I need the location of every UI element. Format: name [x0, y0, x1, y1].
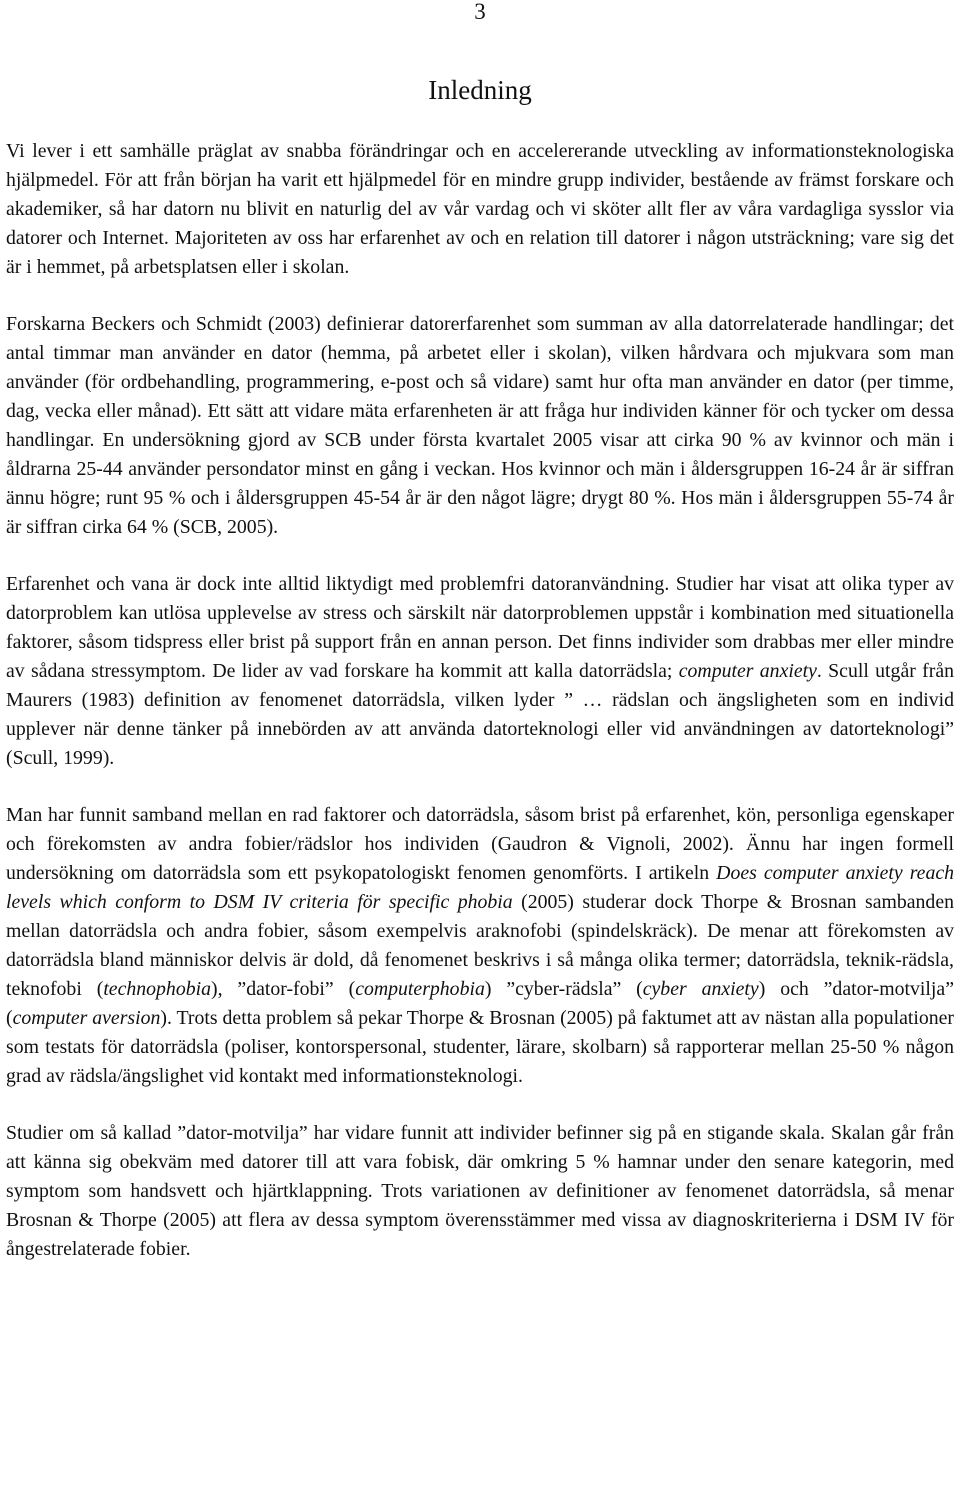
paragraph — [6, 1119, 954, 1264]
italic-text-segment: technophobia — [103, 978, 211, 1000]
text-segment: Erfarenhet och vana är dock inte alltid liktydigt med problemfri datoranvändning. Studier har visat att olika typer av datorproblem kan utlösa upplevelse av stress och särskilt när datorproblemen uppstår i kombination med situationella faktorer, såsom tidspress eller brist på support från en annan person. Det finns individer som drabbas mer eller mindre av sådana stressymptom. De lider av vad forskare ha kommit att kalla datorrädsla; — [6, 573, 954, 682]
body-text — [6, 137, 954, 1292]
paragraph — [6, 570, 954, 773]
text-segment: ) ”cyber-rädsla” ( — [484, 978, 643, 1000]
text-segment: ), ”dator-fobi” ( — [211, 978, 356, 1000]
italic-text-segment: Does computer anxiety reach levels which conform to DSM IV criteria för specific phobia — [6, 862, 954, 913]
text-segment: Forskarna Beckers och Schmidt (2003) definierar datorerfarenhet som summan av alla datorrelaterade handlingar; det antal timmar man använder en dator (hemma, på arbetet eller i skolan), vilken hårdvara och mjukvara som man använder (för ordbehandling, programmering, e-post och så vidare) samt hur ofta man använder en dator (per timme, dag, vecka eller månad). Ett sätt att vidare mäta erfarenheten är att fråga hur individen känner för och tycker om dessa handlingar. En undersökning gjord av SCB under första kvartalet 2005 visar att cirka 90 % av kvinnor och män i åldrarna 25-44 använder persondator minst en gång i veckan. Hos kvinnor och män i åldersgruppen 16-24 år är siffran ännu högre; runt 95 % och i åldersgruppen 45-54 år är den något lägre; drygt 80 %. Hos män i åldersgruppen 55-74 år är siffran cirka 64 % (SCB, 2005). — [6, 313, 954, 538]
italic-text-segment: computerphobia — [355, 978, 485, 1000]
section-heading: Inledning — [428, 75, 532, 105]
page-number: 3 — [474, 0, 486, 24]
text-segment: ) och ”dator-motvilja” ( — [6, 978, 954, 1029]
italic-text-segment: cyber anxiety — [642, 978, 759, 1000]
text-segment: Man har funnit samband mellan en rad faktorer och datorrädsla, såsom brist på erfarenhet, kön, personliga egenskaper och förekomsten av andra fobier/rädslor hos individen (Gaudron & Vignoli, 2002). Ännu har ingen formell undersökning om datorrädsla som ett psykopatologiskt fenomen genomförts. I artikeln — [6, 804, 954, 884]
text-segment: . Scull utgår från Maurers (1983) definition av fenomenet datorrädsla, vilken lyder ” … rädslan och ängsligheten som en individ upplever när denne tänker på innebörden av att använda datorteknologi eller vid användningen av datorteknologi” (Scull, 1999). — [6, 660, 954, 769]
text-segment: Vi lever i ett samhälle präglat av snabba förändringar och en accelererande utveckling av informationsteknologiska hjälpmedel. För att från början ha varit ett hjälpmedel för en mindre grupp individer, bestående av främst forskare och akademiker, så har datorn nu blivit en naturlig del av vår vardag och vi sköter allt fler av våra vardagliga sysslor via datorer och Internet. Majoriteten av oss har erfarenhet av och en relation till datorer i någon utsträckning; vare sig det är i hemmet, på arbetsplatsen eller i skolan. — [6, 140, 954, 278]
text-segment: ). Trots detta problem så pekar Thorpe & Brosnan (2005) på faktumet att av nästan alla populationer som testats för datorrädsla (poliser, kontorspersonal, studenter, lärare, skolbarn) så rapporterar mellan 25-50 % någon grad av rädsla/ängslighet vid kontakt med informationsteknologi. — [6, 1007, 954, 1087]
text-segment: (2005) studerar dock Thorpe & Brosnan sambanden mellan datorrädsla och andra fobier, såsom exempelvis araknofobi (spindelskräck). De menar att förekomsten av datorrädsla bland människor delvis är dold, då fenomenet beskrivs i så många olika termer; datorrädsla, teknik-rädsla, teknofobi ( — [6, 891, 954, 1000]
paragraph — [6, 310, 954, 542]
paragraph — [6, 801, 954, 1091]
text-segment: Studier om så kallad ”dator-motvilja” har vidare funnit att individer befinner sig på en stigande skala. Skalan går från att känna sig obekväm med datorer till att vara fobisk, där omkring 5 % hamnar under den senare kategorin, med symptom som handsvett och hjärtklappning. Trots variationen av definitioner av fenomenet datorrädsla, så menar Brosnan & Thorpe (2005) att flera av dessa symptom överensstämmer med vissa av diagnoskriterierna i DSM IV för ångestrelaterade fobier. — [6, 1122, 954, 1260]
italic-text-segment: computer aversion — [12, 1007, 161, 1029]
paragraph — [6, 137, 954, 282]
italic-text-segment: computer anxiety — [678, 660, 817, 682]
